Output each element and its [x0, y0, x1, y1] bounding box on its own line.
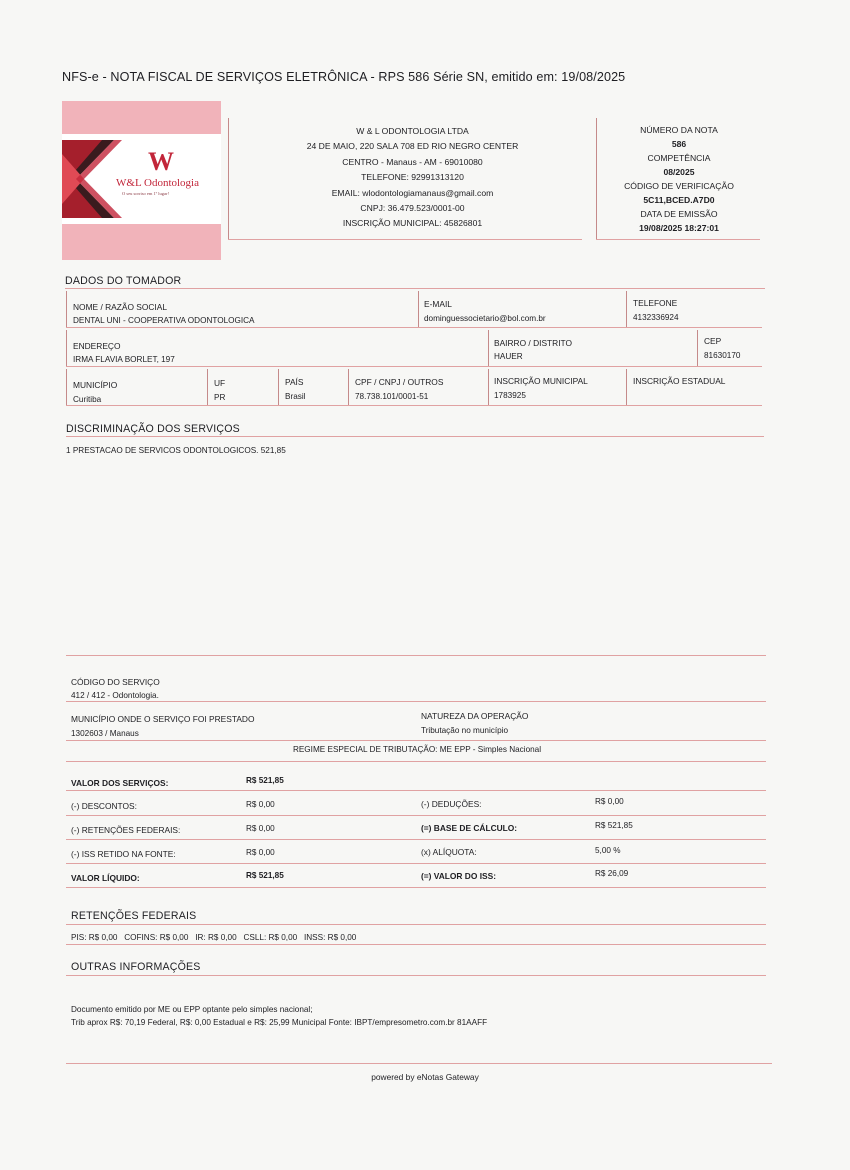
tomador-nome-label: NOME / RAZÃO SOCIAL [73, 302, 168, 312]
natureza: Tributação no município [421, 726, 509, 735]
valor-servicos-label: VALOR DOS SERVIÇOS: [71, 778, 169, 788]
servicos-area-bottom [66, 655, 766, 656]
header-divider-left [228, 118, 229, 239]
footer-line [66, 1063, 772, 1064]
tomador-cep: 81630170 [704, 351, 741, 360]
section-servicos-line [66, 436, 764, 437]
valores-line-2 [66, 815, 766, 816]
valores-line-1 [66, 790, 766, 791]
tomador-bairro-label: BAIRRO / DISTRITO [494, 338, 573, 348]
aliquota-label: (x) ALÍQUOTA: [421, 847, 477, 857]
outras-linha-2: Trib aprox R$: 70,19 Federal, R$: 0,00 Estadual e R$: 25,99 Municipal Fonte: IBPT/empresometro.com.br 81AAFF [71, 1018, 488, 1027]
nota-numero-label: NÚMERO DA NOTA [640, 125, 718, 135]
codigo-servico-label: CÓDIGO DO SERVIÇO [71, 677, 160, 687]
document-title: NFS-e - NOTA FISCAL DE SERVIÇOS ELETRÔNICA - RPS 586 Série SN, emitido em: 19/08/2025 [62, 70, 626, 84]
svg-text:W: W [148, 147, 174, 176]
tomador-email: dominguessocietario@bol.com.br [424, 314, 546, 323]
aliquota: 5,00 % [595, 846, 621, 855]
descontos: R$ 0,00 [246, 800, 275, 809]
municipio-prestado-label: MUNICÍPIO ONDE O SERVIÇO FOI PRESTADO [71, 714, 255, 724]
tomador-row3-bottom [66, 405, 762, 406]
company-im: INSCRIÇÃO MUNICIPAL: 45826801 [342, 218, 483, 229]
footer-powered-by: powered by eNotas Gateway [371, 1072, 479, 1082]
tomador-row3-div3 [348, 369, 349, 405]
company-info [230, 124, 595, 232]
tomador-endereco-label: ENDEREÇO [73, 341, 121, 351]
regime-line [66, 761, 766, 762]
tomador-uf: PR [214, 393, 226, 402]
logo-name: W&L Odontologia [116, 177, 199, 189]
section-retencoes-line [66, 924, 766, 925]
nota-numero: 586 [671, 139, 687, 149]
tomador-uf-label: UF [214, 378, 226, 388]
section-outras: OUTRAS INFORMAÇÕES [71, 961, 201, 973]
tomador-row2-div2 [697, 330, 698, 366]
valor-servicos: R$ 521,85 [246, 776, 284, 785]
servicos-descricao: 1 PRESTACAO DE SERVICOS ODONTOLOGICOS. 521,85 [66, 446, 286, 455]
regime-tributacao: REGIME ESPECIAL DE TRIBUTAÇÃO: ME EPP - Simples Nacional [292, 745, 542, 754]
header-underline-company [228, 239, 582, 240]
tomador-row1-bottom [66, 327, 762, 328]
valor-liquido-label: VALOR LÍQUIDO: [71, 873, 140, 883]
deducoes: R$ 0,00 [595, 797, 624, 806]
nota-competencia-label: COMPETÊNCIA [647, 153, 711, 163]
tomador-pais: Brasil [285, 392, 306, 401]
valor-iss: R$ 26,09 [595, 869, 629, 878]
tomador-nome: DENTAL UNI - COOPERATIVA ODONTOLOGICA [73, 316, 255, 325]
tomador-row2-left [66, 330, 67, 366]
outras-linha-1: Documento emitido por ME ou EPP optante pelo simples nacional; [71, 1005, 313, 1014]
iss-retido: R$ 0,00 [246, 848, 275, 857]
nota-competencia: 08/2025 [663, 167, 695, 177]
company-name: W & L ODONTOLOGIA LTDA [356, 126, 469, 136]
codigo-servico-line [66, 701, 766, 702]
tomador-im: 1783925 [494, 391, 526, 400]
tomador-row1-left [66, 291, 67, 327]
tomador-email-label: E-MAIL [424, 299, 452, 309]
tomador-pais-label: PAÍS [285, 377, 304, 387]
retencoes: R$ 0,00 [246, 824, 275, 833]
tomador-cpf: 78.738.101/0001-51 [355, 392, 429, 401]
tomador-row3-div4 [488, 369, 489, 405]
nota-data: 19/08/2025 18:27:01 [639, 223, 719, 233]
tomador-cpf-label: CPF / CNPJ / OUTROS [355, 377, 444, 387]
tomador-municipio: Curitiba [73, 395, 102, 404]
company-email: EMAIL: wlodontologiamanaus@gmail.com [331, 187, 494, 198]
nota-codigo-label: CÓDIGO DE VERIFICAÇÃO [624, 181, 734, 191]
company-city: CENTRO - Manaus - AM - 69010080 [342, 156, 483, 167]
header-underline-nota [596, 239, 760, 240]
section-servicos: DISCRIMINAÇÃO DOS SERVIÇOS [66, 423, 240, 435]
tomador-row3-left [66, 369, 67, 405]
tomador-row3-div5 [626, 369, 627, 405]
nota-data-label: DATA DE EMISSÃO [640, 209, 718, 219]
section-retencoes: RETENÇÕES FEDERAIS [71, 910, 197, 922]
valores-line-4 [66, 863, 766, 864]
tomador-ie-label: INSCRIÇÃO ESTADUAL [633, 376, 726, 386]
base-calculo: R$ 521,85 [595, 821, 633, 830]
company-phone: TELEFONE: 92991313120 [361, 172, 464, 183]
natureza-line [66, 740, 766, 741]
tomador-telefone-label: TELEFONE [633, 298, 678, 308]
section-tomador: DADOS DO TOMADOR [65, 275, 182, 287]
tomador-im-label: INSCRIÇÃO MUNICIPAL [494, 376, 588, 386]
deducoes-label: (-) DEDUÇÕES: [421, 799, 482, 809]
nota-codigo: 5C11,BCED.A7D0 [643, 195, 715, 205]
valores-line-5 [66, 887, 766, 888]
logo-tagline: O seu sorriso em 1º lugar! [122, 191, 170, 196]
header-divider-right [596, 118, 597, 239]
valor-iss-label: (=) VALOR DO ISS: [421, 871, 496, 881]
tomador-endereco: IRMA FLAVIA BORLET, 197 [73, 355, 175, 364]
retencoes-federais-detalhe: PIS: R$ 0,00 COFINS: R$ 0,00 IR: R$ 0,00 CSLL: R$ 0,00 INSS: R$ 0,00 [71, 933, 357, 942]
tomador-row3-div1 [207, 369, 208, 405]
company-address: 24 DE MAIO, 220 SALA 708 ED RIO NEGRO CENTER [306, 141, 519, 152]
company-cnpj: CNPJ: 36.479.523/0001-00 [360, 203, 465, 214]
municipio-prestado: 1302603 / Manaus [71, 729, 139, 738]
tomador-cep-label: CEP [704, 336, 722, 346]
tomador-row1-div1 [418, 291, 419, 327]
section-tomador-line [65, 288, 765, 289]
descontos-label: (-) DESCONTOS: [71, 801, 137, 811]
tomador-bairro: HAUER [494, 352, 523, 361]
tomador-row3-div2 [278, 369, 279, 405]
codigo-servico: 412 / 412 - Odontologia. [71, 691, 159, 700]
retencoes-detail-line [66, 944, 766, 945]
valor-liquido: R$ 521,85 [246, 871, 284, 880]
tomador-row1-div2 [626, 291, 627, 327]
natureza-label: NATUREZA DA OPERAÇÃO [421, 711, 529, 721]
valores-line-3 [66, 839, 766, 840]
tomador-municipio-label: MUNICÍPIO [73, 380, 118, 390]
iss-retido-label: (-) ISS RETIDO NA FONTE: [71, 849, 176, 859]
nota-info [598, 123, 760, 235]
retencoes-label: (-) RETENÇÕES FEDERAIS: [71, 825, 181, 835]
base-calculo-label: (=) BASE DE CÁLCULO: [421, 823, 518, 833]
company-logo [62, 101, 221, 260]
tomador-row2-bottom [66, 366, 762, 367]
tomador-telefone: 4132336924 [633, 313, 679, 322]
section-outras-line [66, 975, 766, 976]
tomador-row2-div1 [488, 330, 489, 366]
